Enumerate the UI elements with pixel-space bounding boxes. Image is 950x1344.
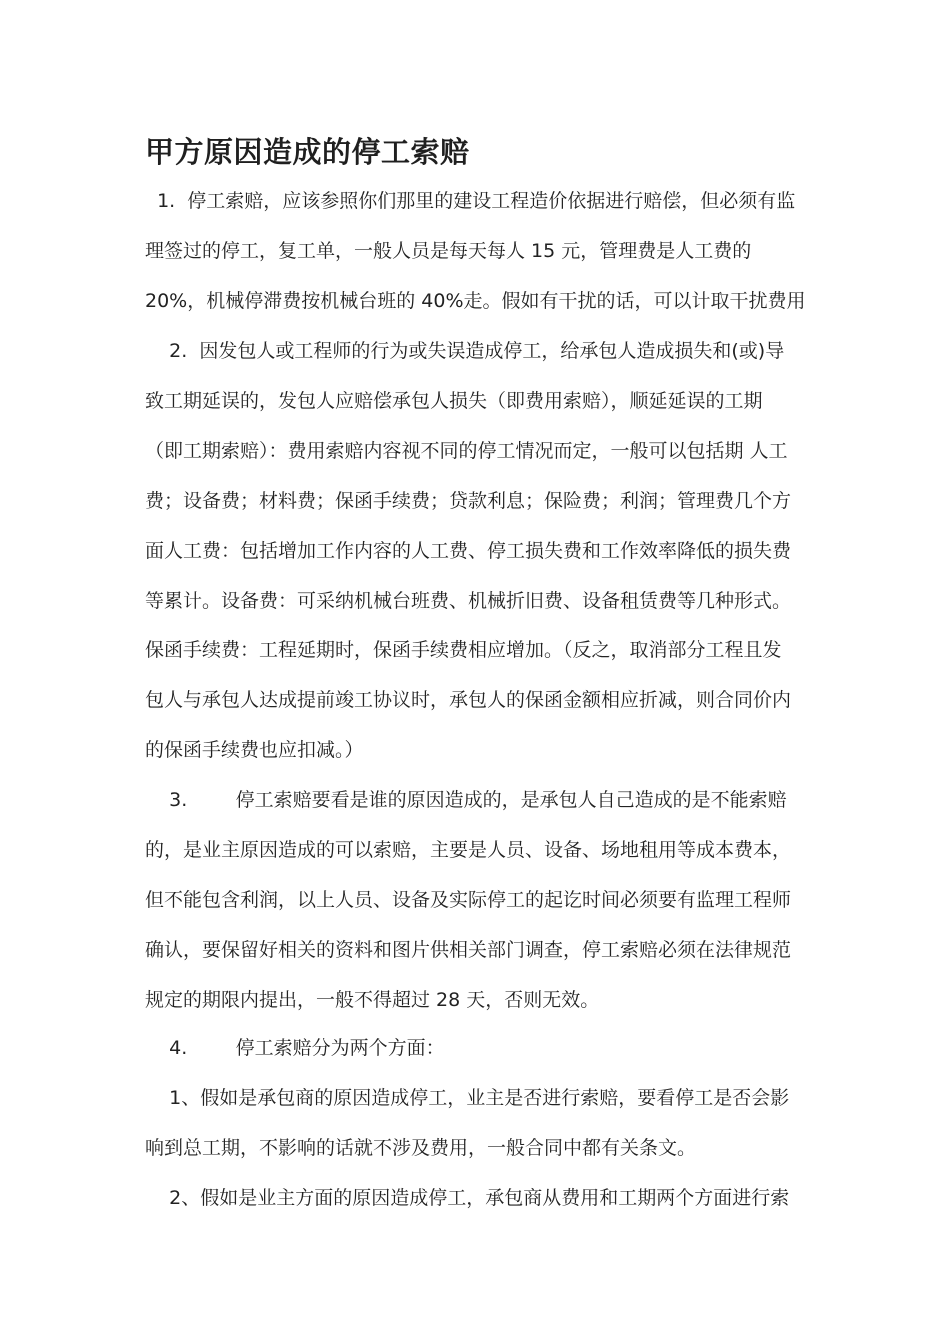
text-line: 的，是业主原因造成的可以索赔，主要是人员、设备、场地租用等成本费本， [145, 839, 792, 861]
text-line: 确认，要保留好相关的资料和图片供相关部门调查，停工索赔必须在法律规范 [145, 939, 792, 961]
text-line: 响到总工期，不影响的话就不涉及费用，一般合同中都有关条文。 [145, 1137, 697, 1159]
text-line: 3. 停工索赔要看是谁的原因造成的，是承包人自己造成的是不能索赔 [145, 789, 787, 811]
text-line: 致工期延误的，发包人应赔偿承包人损失（即费用索赔），顺延延误的工期 [145, 390, 763, 412]
text-line: 4. 停工索赔分为两个方面： [145, 1037, 445, 1059]
text-line: 的保函手续费也应扣减。） [145, 739, 364, 761]
document-title: 甲方原因造成的停工索赔 [145, 135, 470, 169]
text-line: 2、假如是业主方面的原因造成停工，承包商从费用和工期两个方面进行索 [145, 1187, 790, 1209]
text-line: （即工期索赔）：费用索赔内容视不同的停工情况而定，一般可以包括期 人工 [145, 440, 788, 462]
text-line: 20%，机械停滞费按机械台班的 40%走。假如有干扰的话，可以计取干扰费用 [145, 290, 806, 312]
text-line: 包人与承包人达成提前竣工协议时，承包人的保函金额相应折减，则合同价内 [145, 689, 792, 711]
text-line: 1、假如是承包商的原因造成停工，业主是否进行索赔，要看停工是否会影 [145, 1087, 790, 1109]
text-line: 等累计。设备费：可采纳机械台班费、机械折旧费、设备租赁费等几种形式。 [145, 590, 792, 612]
text-line: 规定的期限内提出，一般不得超过 28 天，否则无效。 [145, 989, 600, 1011]
text-line: 理签过的停工，复工单，一般人员是每天每人 15 元，管理费是人工费的 [145, 240, 752, 262]
text-line: 2. 因发包人或工程师的行为或失误造成停工，给承包人造成损失和(或)导 [145, 340, 785, 362]
text-line: 面人工费：包括增加工作内容的人工费、停工损失费和工作效率降低的损失费 [145, 540, 792, 562]
text-line: 1. 停工索赔，应该参照你们那里的建设工程造价依据进行赔偿，但必须有监 [145, 190, 796, 212]
text-line: 费；设备费；材料费；保函手续费；贷款利息；保险费；利润；管理费几个方 [145, 490, 792, 512]
text-line: 但不能包含利润，以上人员、设备及实际停工的起讫时间必须要有监理工程师 [145, 889, 792, 911]
text-line: 保函手续费：工程延期时，保函手续费相应增加。（反之，取消部分工程且发 [145, 639, 782, 661]
